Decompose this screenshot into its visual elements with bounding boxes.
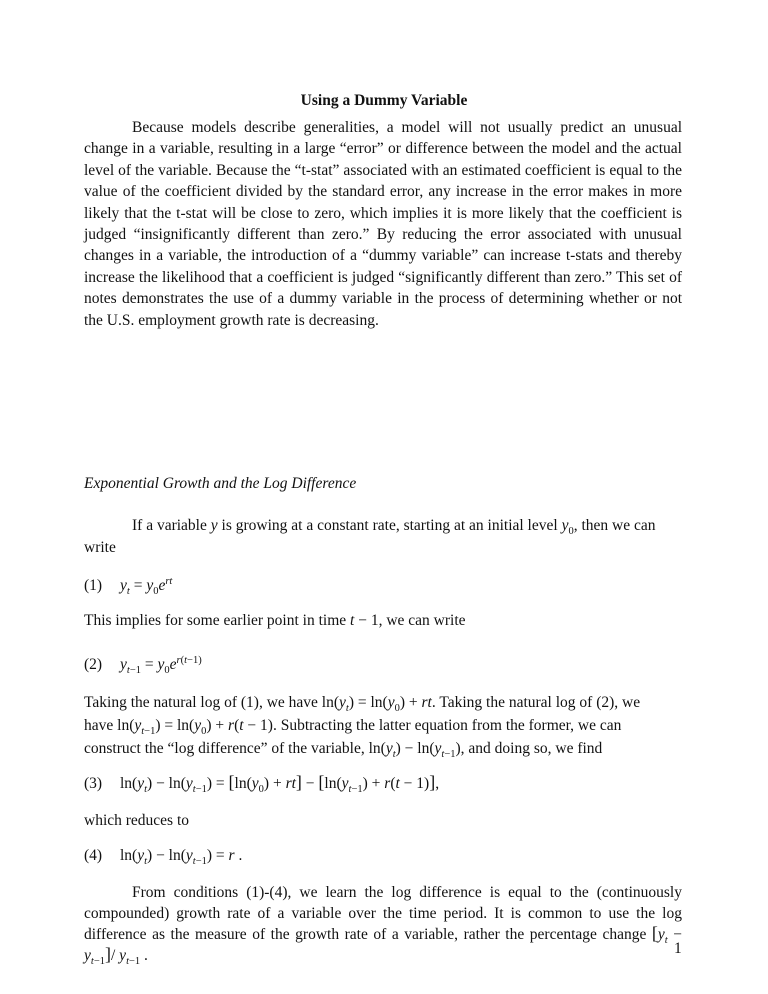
document-title: Using a Dummy Variable (300, 92, 468, 109)
natural-log-line-1: Taking the natural log of (1), we have $\ln(y_t) = \ln(y_0)$ + rt. Taking the natural log of (2), we (84, 694, 641, 715)
natural-log-line-3: construct the “log difference” of the variable, $\ln(y_t) - \ln(y_{t-1})$, and doing so, we find (84, 740, 603, 761)
equation-1: (1) $y_t = y_0e^{rt}$ (84, 575, 173, 598)
intro-paragraph: Because models describe generalities, a model will not usually predict an unusual change in a variable, resulting in a large “error” or difference between the model and the actual level of the variable. Because the “t-stat” associated with an estimated coefficient is equal to the value of the coefficient divided by the standard error, any increase in the error makes in more likely that the t-stat will be close to zero, which implies it is more likely that the coefficient is judged “insignificantly different than zero.” By reducing the error associated with unusual changes in a variable, the introduction of a “dummy variable” can increase t-stats and thereby increase the likelihood that a coefficient is judged “significantly different than zero.” This set of notes demonstrates the use of a dummy variable in the process of determining whether or not the U.S. employment growth rate is decreasing. (84, 119, 682, 329)
earlier-sentence: This implies for some earlier point in time t − 1, we can write (84, 612, 466, 629)
growth-sentence: If a variable y is growing at a constant rate, starting at an initial level $y_0$, then we can (132, 517, 656, 538)
equation-2: (2) $y_{t-1} = y_0e^{r(t-1)}$ (84, 654, 202, 677)
equation-3: (3) $\ln(y_t) - \ln(y_{t-1}) = [\ln(y_0) + rt] - [\ln(y_{t-1}) + r(t - 1)]$, (84, 772, 440, 796)
reduces-text: which reduces to (84, 812, 190, 829)
natural-log-line-2: have $\ln(y_{t-1}) = \ln(y_0) + r(t - 1)$. Subtracting the latter equation from the former, we can (84, 717, 622, 738)
section-heading: Exponential Growth and the Log Difference (84, 475, 357, 492)
page-number: 1 (674, 940, 682, 957)
conclusion-paragraph: From conditions (1)-(4), we learn the log difference is equal to the (continuously compounded) growth rate of a variable over the time period. It is common to use the log difference as the measure of the growth rate of a variable, rather the percentage change $[y_t - y_{t-1}]/$ $y_{t-1}$ . (84, 884, 683, 968)
equation-4: (4) $\ln(y_t) - \ln(y_{t-1}) = r$ . (84, 847, 243, 868)
growth-sentence-cont: write (84, 539, 116, 556)
